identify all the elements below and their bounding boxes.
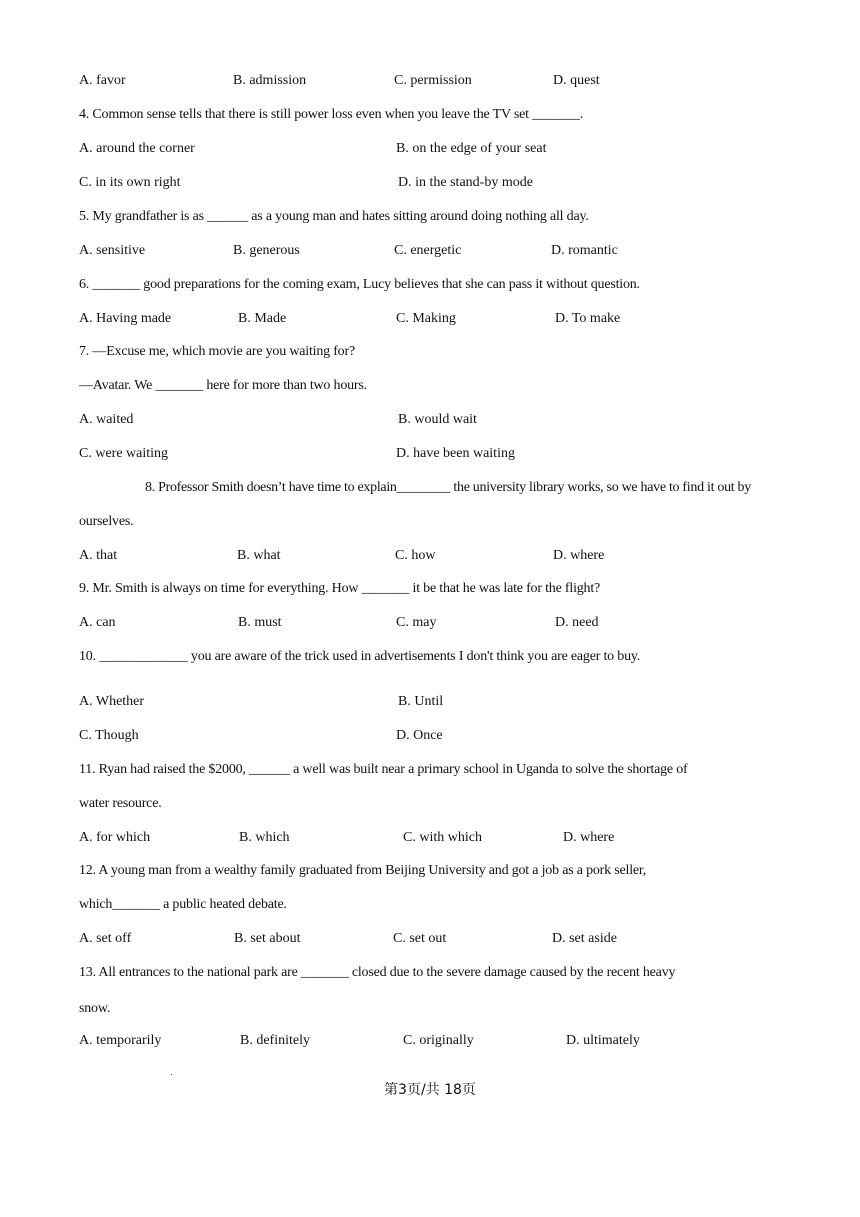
page-footer bbox=[0, 1079, 860, 1099]
q7-stem-reply: —Avatar. We _______ here for more than two hours. bbox=[79, 378, 367, 393]
q5-option-a: A. sensitive bbox=[79, 243, 146, 258]
q9-option-c: C. may bbox=[396, 615, 437, 630]
q5-option-b: B. generous bbox=[233, 243, 300, 258]
q8-option-a: A. that bbox=[79, 548, 118, 563]
q13-option-c: C. originally bbox=[403, 1033, 474, 1048]
q12-stem-continued: which_______ a public heated debate. bbox=[79, 897, 287, 912]
q12-option-c: C. set out bbox=[393, 931, 447, 946]
q12-option-a: A. set off bbox=[79, 931, 132, 946]
q10-option-b: B. Until bbox=[398, 694, 444, 709]
q4-option-b: B. on the edge of your seat bbox=[396, 141, 547, 156]
q13-stem-continued: snow. bbox=[79, 1001, 111, 1016]
q6-option-b: B. Made bbox=[238, 311, 287, 326]
q8-stem-continued: ourselves. bbox=[79, 514, 134, 529]
q13-stem: 13. All entrances to the national park are _______ closed due to the severe damage caused by the recent heavy bbox=[79, 965, 676, 980]
q10-option-a: A. Whether bbox=[79, 694, 145, 709]
q10-option-c: C. Though bbox=[79, 728, 139, 743]
q6-option-a: A. Having made bbox=[79, 311, 172, 326]
q5-stem: 5. My grandfather is as ______ as a young man and hates sitting around doing nothing all day. bbox=[79, 209, 589, 224]
q11-stem-continued: water resource. bbox=[79, 796, 162, 811]
q4-option-d: D. in the stand-by mode bbox=[398, 175, 533, 190]
q8-option-d: D. where bbox=[553, 548, 605, 563]
q3-option-d: D. quest bbox=[553, 73, 600, 88]
q8-option-b: B. what bbox=[237, 548, 281, 563]
q4-option-a: A. around the corner bbox=[79, 141, 195, 156]
q11-option-d: D. where bbox=[563, 830, 615, 845]
q7-option-c: C. were waiting bbox=[79, 446, 169, 461]
q7-stem: 7. —Excuse me, which movie are you waiting for? bbox=[79, 344, 355, 359]
q3-option-c: C. permission bbox=[394, 73, 472, 88]
q8-stem: 8. Professor Smith doesn’t have time to explain________ the university library works, so we have to find it out by bbox=[145, 480, 751, 495]
stray-dot bbox=[171, 1074, 172, 1075]
q5-option-d: D. romantic bbox=[551, 243, 618, 258]
q6-option-c: C. Making bbox=[396, 311, 456, 326]
q11-option-a: A. for which bbox=[79, 830, 151, 845]
q10-option-d: D. Once bbox=[396, 728, 443, 743]
q6-stem: 6. _______ good preparations for the coming exam, Lucy believes that she can pass it without question. bbox=[79, 277, 640, 292]
q9-option-d: D. need bbox=[555, 615, 599, 630]
q10-stem: 10. _____________ you are aware of the trick used in advertisements I don't think you are eager to buy. bbox=[79, 649, 641, 664]
q13-option-d: D. ultimately bbox=[566, 1033, 640, 1048]
q9-option-a: A. can bbox=[79, 615, 116, 630]
q12-option-d: D. set aside bbox=[552, 931, 617, 946]
q4-stem: 4. Common sense tells that there is still power loss even when you leave the TV set _______. bbox=[79, 107, 584, 122]
q9-option-b: B. must bbox=[238, 615, 282, 630]
q13-option-a: A. temporarily bbox=[79, 1033, 162, 1048]
q4-option-c: C. in its own right bbox=[79, 175, 181, 190]
q3-option-a: A. favor bbox=[79, 73, 126, 88]
q7-option-a: A. waited bbox=[79, 412, 134, 427]
q11-option-c: C. with which bbox=[403, 830, 482, 845]
page-number: 第3页/共 18页 bbox=[384, 1082, 476, 1098]
q8-option-c: C. how bbox=[395, 548, 436, 563]
q5-option-c: C. energetic bbox=[394, 243, 462, 258]
q12-option-b: B. set about bbox=[234, 931, 301, 946]
q6-option-d: D. To make bbox=[555, 311, 621, 326]
q13-option-b: B. definitely bbox=[240, 1033, 310, 1048]
q7-option-d: D. have been waiting bbox=[396, 446, 515, 461]
q7-option-b: B. would wait bbox=[398, 412, 477, 427]
q11-option-b: B. which bbox=[239, 830, 290, 845]
q11-stem: 11. Ryan had raised the $2000, ______ a well was built near a primary school in Uganda to solve the shortage of bbox=[79, 762, 688, 777]
q9-stem: 9. Mr. Smith is always on time for everything. How _______ it be that he was late for the flight? bbox=[79, 581, 601, 596]
q12-stem: 12. A young man from a wealthy family graduated from Beijing University and got a job as a pork seller, bbox=[79, 863, 647, 878]
q3-option-b: B. admission bbox=[233, 73, 307, 88]
